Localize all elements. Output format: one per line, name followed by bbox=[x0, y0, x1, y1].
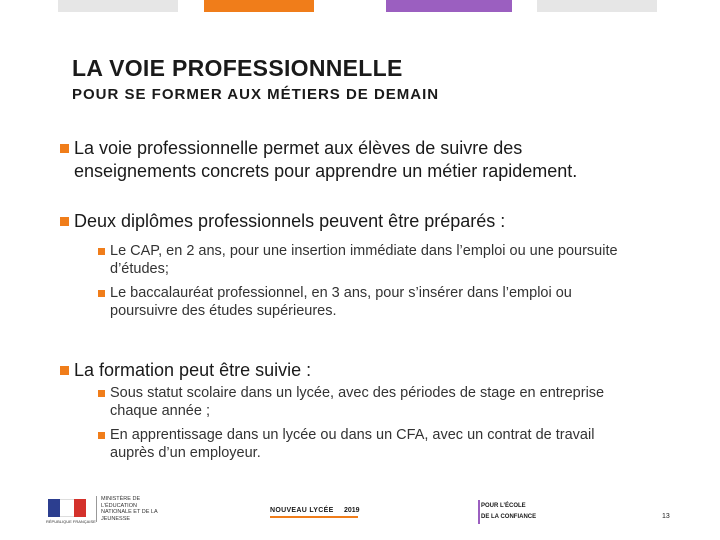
sub-bullet-text: poursuivre des études supérieures. bbox=[110, 303, 337, 319]
sub-bullet-text: auprès d’un employeur. bbox=[110, 445, 261, 461]
nouveau-lycee-underline bbox=[270, 516, 358, 518]
bullet-text: Deux diplômes professionnels peuvent être préparés : bbox=[74, 211, 506, 231]
republique-label: RÉPUBLIQUE FRANÇAISE bbox=[46, 519, 96, 524]
sub-bullet-marker bbox=[98, 248, 105, 255]
nouveau-lycee-year: 2019 bbox=[344, 507, 360, 514]
nouveau-lycee-logo: NOUVEAU LYCÉE bbox=[270, 507, 334, 514]
french-flag-icon bbox=[48, 499, 86, 517]
bullet-text: La voie professionnelle permet aux élèves de suivre des bbox=[74, 138, 523, 158]
top-bar-grey-segment bbox=[58, 0, 178, 12]
ecole-confiance-line2: DE LA CONFIANCE bbox=[481, 514, 537, 520]
top-bar-purple-segment bbox=[386, 0, 512, 12]
bullet-marker bbox=[60, 217, 69, 226]
sub-bullet-marker bbox=[98, 390, 105, 397]
top-bar-grey-segment bbox=[537, 0, 657, 12]
sub-bullet-text: chaque année ; bbox=[110, 403, 210, 419]
sub-bullet-text: En apprentissage dans un lycée ou dans un CFA, avec un contrat de travail bbox=[110, 427, 595, 443]
sub-bullet-text: Sous statut scolaire dans un lycée, avec des périodes de stage en entreprise bbox=[110, 385, 605, 401]
sub-bullet-text: Le CAP, en 2 ans, pour une insertion immédiate dans l’emploi ou une poursuite bbox=[110, 243, 618, 259]
bullet-marker bbox=[60, 144, 69, 153]
sub-bullet-text: Le baccalauréat professionnel, en 3 ans, pour s’insérer dans l’emploi ou bbox=[110, 285, 572, 301]
ministry-label: MINISTÈRE DE L’ÉDUCATION NATIONALE ET DE LA JEUNESSE bbox=[96, 496, 161, 522]
top-color-bar bbox=[0, 0, 720, 12]
republique-francaise-logo bbox=[44, 497, 96, 527]
bullet-text: enseignements concrets pour apprendre un métier rapidement. bbox=[74, 161, 578, 181]
ecole-confiance-line1: POUR L’ÉCOLE bbox=[481, 503, 526, 509]
sub-bullet-text: d’études; bbox=[110, 261, 169, 277]
slide-title: LA VOIE PROFESSIONNELLE bbox=[72, 55, 403, 81]
top-bar-orange-segment bbox=[204, 0, 314, 12]
sub-bullet-marker bbox=[98, 432, 105, 439]
bullet-text: La formation peut être suivie : bbox=[74, 360, 312, 380]
slide-subtitle: POUR SE FORMER AUX MÉTIERS DE DEMAIN bbox=[72, 86, 440, 103]
sub-bullet-marker bbox=[98, 290, 105, 297]
page-number: 13 bbox=[662, 513, 670, 520]
bullet-marker bbox=[60, 366, 69, 375]
